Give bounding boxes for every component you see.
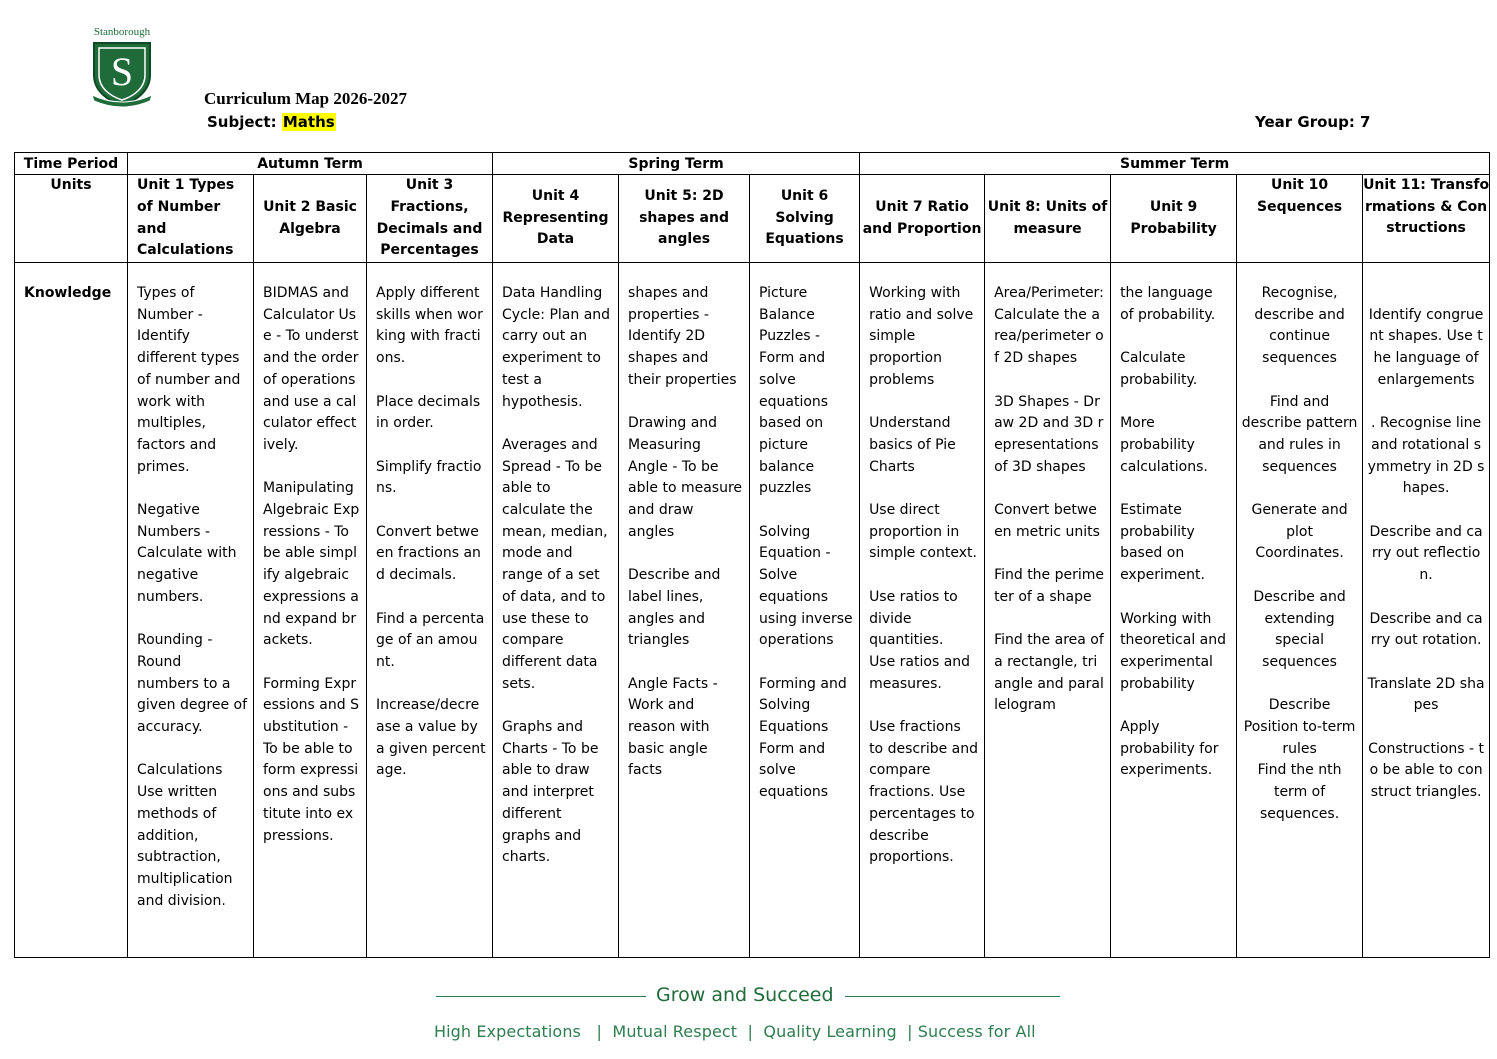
footer-divider-left [436, 996, 646, 997]
subject-line [207, 113, 336, 131]
unit-header-3: Unit 3 Fractions, Decimals and Percentages [367, 175, 493, 263]
knowledge-cell-unit-10: Recognise, describe and continue sequences Find and describe pattern and rules in sequences Generate and plot Coordinates. Describe and extending special sequences Describe Position to-term rules Find the nth term of sequences. [1237, 263, 1363, 958]
knowledge-cell-unit-11: Identify congruent shapes. Use the language of enlargements . Recognise line and rotational symmetry in 2D shapes. Describe and carry out reflection. Describe and carry out rotation. Translate 2D shapes Constructions - to be able to construct triangles. [1363, 263, 1490, 958]
document-title: Curriculum Map 2026-2027 [204, 89, 408, 108]
knowledge-cell-unit-1: Types of Number - Identify different types of number and work with multiples, factors and primes. Negative Numbers - Calculate with negative numbers. Rounding - Round numbers to a given degree of accuracy. Calculations Use written methods of addition, subtraction, multiplication and division. [128, 263, 254, 958]
knowledge-cell-unit-4: Data Handling Cycle: Plan and carry out an experiment to test a hypothesis. Averages and Spread - To be able to calculate the mean, median, mode and range of a set of data, and to use these to compare different data sets. Graphs and Charts - To be able to draw and interpret different graphs and charts. [493, 263, 619, 958]
unit-header-2: Unit 2 Basic Algebra [254, 175, 367, 263]
knowledge-cell-unit-3: Apply different skills when working with fractions. Place decimals in order. Simplify fractions. Convert between fractions and decimals. Find a percentage of an amount. Increase/decrease a value by a given percentage. [367, 263, 493, 958]
knowledge-cell-unit-9: the language of probability. Calculate probability. More probability calculations. Estimate probability based on experiment. Working with theoretical and experimental probability Apply probability for experiments. [1111, 263, 1237, 958]
school-logo [86, 26, 158, 108]
knowledge-cell-unit-6: Picture Balance Puzzles - Form and solve equations based on picture balance puzzles Solving Equation - Solve equations using inverse operations Forming and Solving Equations Form and solve equations [750, 263, 860, 958]
knowledge-cell-unit-7: Working with ratio and solve simple proportion problems Understand basics of Pie Charts Use direct proportion in simple context. Use ratios to divide quantities. Use ratios and measures. Use fractions to describe and compare fractions. Use percentages to describe proportions. [860, 263, 985, 958]
footer-motto: Grow and Succeed [656, 984, 834, 1006]
term-summer: Summer Term [860, 153, 1490, 175]
footer-values: High Expectations | Mutual Respect | Quality Learning | Success for All [434, 1022, 1036, 1041]
unit-header-6: Unit 6 Solving Equations [750, 175, 860, 263]
knowledge-cell-unit-8: Area/Perimeter: Calculate the area/perimeter of 2D shapes 3D Shapes - Draw 2D and 3D representations of 3D shapes Convert between metric units Find the perimeter of a shape Find the area of a rectangle, triangle and parallelogram [985, 263, 1111, 958]
unit-header-8: Unit 8: Units of measure [985, 175, 1111, 263]
unit-header-9: Unit 9 Probability [1111, 175, 1237, 263]
unit-header-11: Unit 11: Transformations & Constructions [1363, 175, 1490, 263]
term-spring: Spring Term [493, 153, 860, 175]
logo-school-name: Stanborough [93, 26, 151, 38]
knowledge-row [15, 263, 1490, 958]
svg-text:S: S [110, 49, 134, 94]
term-autumn: Autumn Term [128, 153, 493, 175]
knowledge-cell-unit-5: shapes and properties - Identify 2D shapes and their properties Drawing and Measuring Angle - To be able to measure and draw angles Describe and label lines, angles and triangles Angle Facts - Work and reason with basic angle facts [619, 263, 750, 958]
knowledge-cell-unit-2: BIDMAS and Calculator Use - To understand the order of operations and use a calculator effectively. Manipulating Algebraic Expressions - To be able simplify algebraic expressions and expand brackets. Forming Expressions and Substitution - To be able to form expressions and substitute into expressions. [254, 263, 367, 958]
term-header-row [15, 153, 1490, 175]
footer-divider-right [845, 996, 1060, 997]
unit-header-1: Unit 1 Types of Number and Calculations [128, 175, 254, 263]
unit-header-5: Unit 5: 2D shapes and angles [619, 175, 750, 263]
unit-header-10: Unit 10 Sequences [1237, 175, 1363, 263]
year-group: Year Group: 7 [1255, 113, 1371, 131]
units-label: Units [15, 175, 128, 263]
subject-value: Maths [282, 113, 335, 131]
time-period-label: Time Period [15, 153, 128, 175]
subject-label: Subject: [207, 113, 277, 131]
curriculum-table [14, 152, 1490, 958]
unit-header-4: Unit 4 Representing Data [493, 175, 619, 263]
shield-crest-icon [90, 39, 154, 107]
unit-header-7: Unit 7 Ratio and Proportion [860, 175, 985, 263]
units-row [15, 175, 1490, 263]
knowledge-label: Knowledge [15, 263, 128, 958]
